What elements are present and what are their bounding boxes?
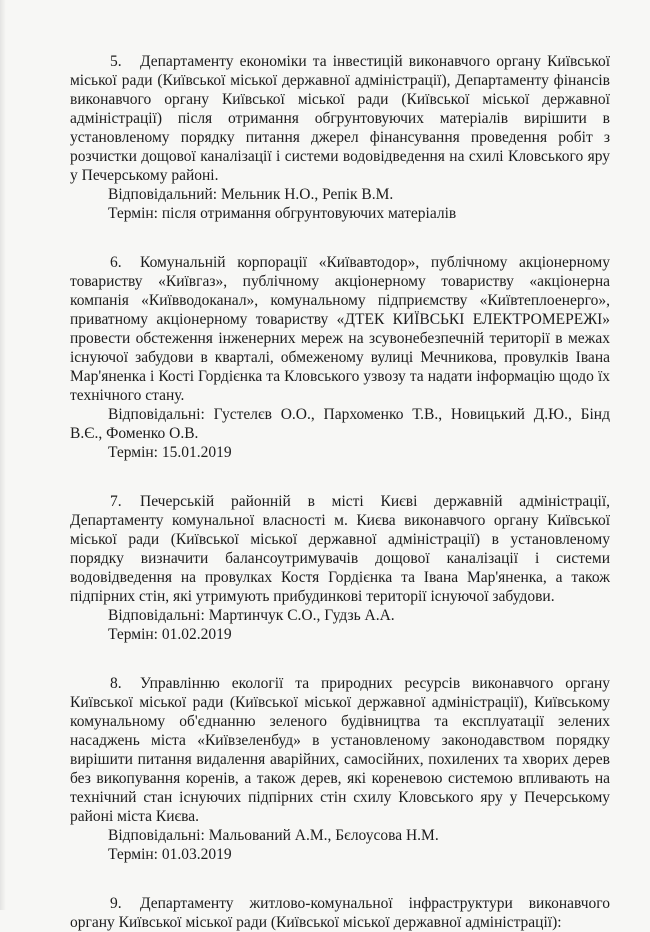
item-text: Департаменту житлово-комунальної інфраструктури виконавчого органу Київської міської ради (Київської міської державної адміністрації): — [70, 895, 610, 931]
item-number: 5. — [110, 53, 122, 70]
responsible-line: Відповідальні: Мальований А.М., Бєлоусова Н.М. — [108, 827, 439, 844]
list-item-5 — [70, 52, 610, 223]
responsible-line: Відповідальні: Густелєв О.О., Пархоменко Т.В., Новицький Д.Ю., Бінд В.Є., Фоменко О.В. — [70, 406, 610, 442]
list-item-9 — [70, 894, 610, 932]
item-paragraph — [70, 253, 610, 405]
item-paragraph — [70, 492, 610, 606]
item-number: 9. — [110, 895, 122, 912]
item-text: Управлінню екології та природних ресурсів виконавчого органу Київської міської ради (Київської міської державної адміністрації), Київському комунальному об'єднанню зеленого будівництва та експлуатації зелених насаджень міста «Київзеленбуд» в установленому законодавством порядку вирішити питання видалення аварійних, самосійних, похилених та хворих дерев без викопування коренів, а також дерев, які кореневою системою впливають на технічний стан існуючих підпірних стін схилу Кловського яру у Печерському районі міста Києва. — [70, 675, 610, 825]
item-number: 8. — [110, 675, 122, 692]
term-line: Термін: 15.01.2019 — [108, 444, 232, 461]
list-item-8 — [70, 674, 610, 864]
responsible-line: Відповідальний: Мельник Н.О., Репік В.М. — [108, 186, 394, 203]
item-paragraph — [70, 894, 610, 932]
list-item-7 — [70, 492, 610, 644]
term-line: Термін: 01.02.2019 — [108, 626, 232, 643]
item-text: Департаменту економіки та інвестицій виконавчого органу Київської міської ради (Київської міської державної адміністрації), Департаменту фінансів виконавчого органу Київської міської ради (Київської міської державної адміністрації) після отримання обгрунтовуючих матеріалів вирішити в установленому порядку питання джерел фінансування проведення робіт з розчистки дощової каналізації і системи водовідведення на схилі Кловського яру у Печерському районі. — [70, 53, 610, 184]
item-paragraph — [70, 674, 610, 826]
responsible-line: Відповідальні: Мартинчук С.О., Гудзь А.А. — [108, 607, 395, 624]
item-text: Комунальній корпорації «Київавтодор», публічному акціонерному товариству «Київгаз», публічному акціонерному товариству «акціонерна компанія «Київводоканал», комунальному підприємству «Київтеплоенерго», приватному акціонерному товариству «ДТЕК КИЇВСЬКІ ЕЛЕКТРОМЕРЕЖІ» провести обстеження інженерних мереж на зсувонебезпечній території в межах існуючої забудови в кварталі, обмеженому вулиці Мечникова, провулків Івана Мар'яненка і Кості Гордієнка та Кловського узвозу та надати інформацію щодо їх технічного стану. — [70, 254, 610, 404]
item-number: 7. — [110, 493, 122, 510]
list-item-6 — [70, 253, 610, 462]
item-number: 6. — [110, 254, 122, 271]
item-paragraph — [70, 52, 610, 185]
scan-edge-shadow — [0, 0, 6, 910]
item-text: Печерській районній в місті Києві державній адміністрації, Департаменту комунальної власності м. Києва виконавчого органу Київської міської ради (Київської міської державної адміністрації) в установленому порядку визначити балансоутримувачів дощової каналізації і системи водовідведення на провулках Костя Гордієнка та Івана Мар'яненка, а також підпірних стін, які утримують прибудинкові території існуючої забудови. — [70, 493, 610, 605]
term-line: Термін: 01.03.2019 — [108, 846, 232, 863]
term-line: Термін: після отримання обгрунтовуючих матеріалів — [108, 205, 457, 222]
